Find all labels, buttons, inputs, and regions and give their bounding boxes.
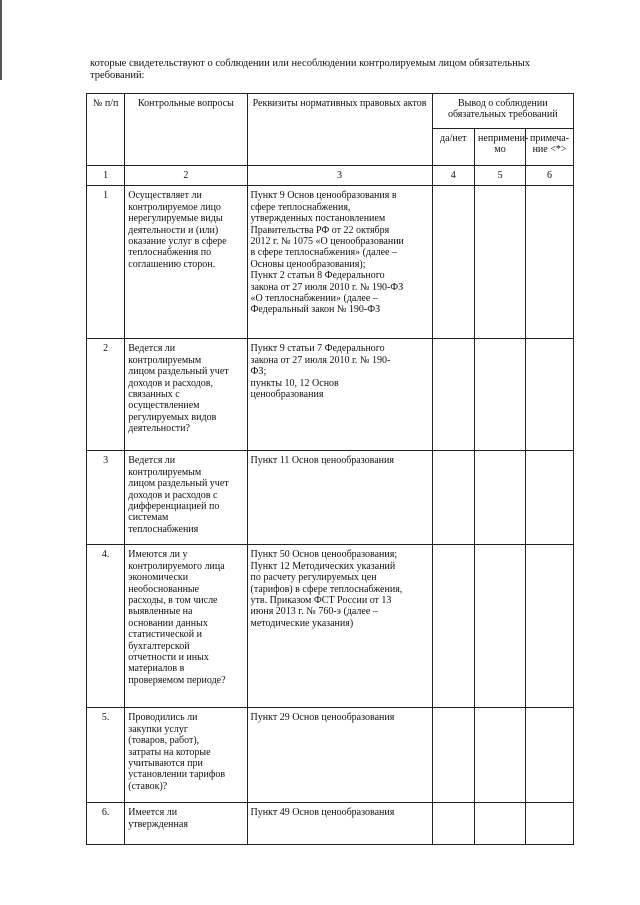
row-requisite: Пункт 9 статьи 7 Федерального закона от 27 июля 2010 г. № 190- ФЗ; пункты 10, 12 Основ ценообразования [247,339,432,451]
col-number-4: 4 [432,166,475,186]
header-questions: Контрольные вопросы [125,94,247,166]
col-number-1: 1 [87,166,125,186]
intro-line-2: требований: [90,70,145,81]
col-number-3: 3 [247,166,432,186]
intro-line-1: которые свидетельствуют о соблюдении или несоблюдении контролируемым лицом обязательных [90,58,531,69]
table-row [87,186,574,339]
row-number: 1 [87,186,125,339]
table-row [87,339,574,451]
header-yes-no: да/нет [432,129,475,166]
row-not-applicable-cell [475,545,526,708]
row-note-cell [526,708,574,803]
row-note-cell [526,545,574,708]
row-requisite: Пункт 29 Основ ценообразования [247,708,432,803]
intro-paragraph [90,58,598,82]
row-number: 5. [87,708,125,803]
row-number: 3 [87,451,125,545]
header-conclusion: Вывод о соблюдении обязательных требований [432,94,573,129]
checklist-table [86,93,574,845]
row-requisite: Пункт 9 Основ ценообразования в сфере теплоснабжения, утвержденных постановлением Правительства РФ от 22 октября 2012 г. № 1075 «О ценообразовании в сфере теплоснабжения» (далее – Основы ценообразования); Пункт 2 статьи 8 Федерального закона от 27 июля 2010 г. № 190-ФЗ «О теплоснабжении» (далее – Федеральный закон № 190-ФЗ [247,186,432,339]
table-row [87,803,574,845]
header-row [87,94,574,129]
row-note-cell [526,186,574,339]
col-number-6: 6 [526,166,574,186]
col-number-5: 5 [475,166,526,186]
col-number-2: 2 [125,166,247,186]
row-requisite: Пункт 50 Основ ценообразования; Пункт 12 Методических указаний по расчету регулируемых цен (тарифов) в сфере теплоснабжения, утв. Приказом ФСТ России от 13 июня 2013 г. № 760-э (далее – методические указания) [247,545,432,708]
row-yes-no-cell [432,545,475,708]
row-note-cell [526,803,574,845]
row-question: Ведется ли контролируемым лицом раздельный учет доходов и расходов с дифференциацией по системам теплоснабжения [125,451,247,545]
page-edge-mark [0,0,2,80]
row-question: Осуществляет ли контролируемое лицо нерегулируемые виды деятельности и (или) оказание услуг в сфере теплоснабжения по соглашению сторон. [125,186,247,339]
row-question: Ведется ли контролируемым лицом раздельный учет доходов и расходов, связанных с осуществлением регулируемых видов деятельности? [125,339,247,451]
header-not-applicable: непримени- мо [475,129,526,166]
row-yes-no-cell [432,186,475,339]
row-question: Проводились ли закупки услуг (товаров, работ), затраты на которые учитываются при установлении тарифов (ставок)? [125,708,247,803]
row-number: 4. [87,545,125,708]
header-note: примеча- ние <*> [526,129,574,166]
table-row [87,708,574,803]
row-yes-no-cell [432,451,475,545]
table-row [87,545,574,708]
row-yes-no-cell [432,803,475,845]
row-note-cell [526,451,574,545]
row-requisite: Пункт 49 Основ ценообразования [247,803,432,845]
header-requisites: Реквизиты нормативных правовых актов [247,94,432,166]
row-yes-no-cell [432,708,475,803]
column-number-row [87,166,574,186]
row-number: 2 [87,339,125,451]
header-num: № п/п [87,94,125,166]
row-not-applicable-cell [475,451,526,545]
row-not-applicable-cell [475,803,526,845]
row-question: Имеется ли утвержденная [125,803,247,845]
table-row [87,451,574,545]
row-number: 6. [87,803,125,845]
row-not-applicable-cell [475,339,526,451]
row-not-applicable-cell [475,708,526,803]
row-not-applicable-cell [475,186,526,339]
row-requisite: Пункт 11 Основ ценообразования [247,451,432,545]
row-yes-no-cell [432,339,475,451]
row-question: Имеются ли у контролируемого лица экономически необоснованные расходы, в том числе выявленные на основании данных статистической и бухгалтерской отчетности и иных материалов в проверяемом периоде? [125,545,247,708]
row-note-cell [526,339,574,451]
